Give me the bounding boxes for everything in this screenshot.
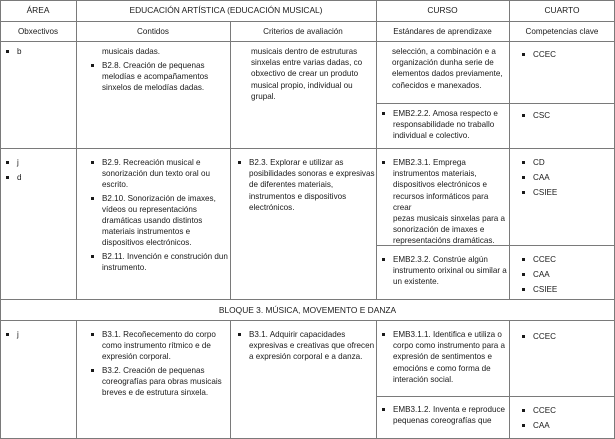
- table-line: [376, 103, 615, 104]
- content-item: B2.8. Creación de pequenas melodías e acompañamentos sinxelos de melodías dadas.: [90, 60, 230, 94]
- block3-standards-b: [381, 404, 509, 428]
- criterion-item: B2.3. Explorar e utilizar as posibilidades sonoras e expresivas de diferentes materiais, instrumentos e dispositivos electrónicos.: [237, 157, 376, 213]
- row1-objectives: [5, 46, 73, 59]
- row1-standards-b: [381, 108, 507, 144]
- standard-item: EMB2.3.1. Emprega instrumentos materiais, dispositivos electrónicos e recursos informáticos para crear pezas musicais sinxelas para a sonorización de imaxes e representacións dramáticas.: [381, 157, 509, 247]
- content-item: B2.9. Recreación musical e sonorización dun texto oral ou escrito.: [90, 157, 230, 191]
- column-header-competences: Competencias clave: [525, 27, 599, 36]
- table-border-top: [0, 0, 615, 1]
- competence-item: CCEC: [521, 49, 611, 60]
- competence-item: CCEC: [521, 331, 611, 342]
- column-header-standards: Estándares de aprendizaxe: [393, 27, 492, 36]
- course-label: CURSO: [427, 5, 458, 15]
- row1-contents: [90, 60, 230, 96]
- table-line: [76, 320, 77, 439]
- standard-item: EMB2.3.2. Constrúe algún instrumento orixinal ou similar a un existente.: [381, 254, 509, 288]
- block3-competences-b: [521, 405, 611, 435]
- table-line: [76, 21, 77, 299]
- row1-criteria-continued: musicais dentro de estruturas sinxelas entre varias dadas, co obxectivo de crear un produto musical propio, individual ou grupal.: [251, 47, 363, 101]
- column-header-contents: Contidos: [137, 27, 169, 36]
- criterion-item: B3.1. Adquirir capacidades expresivas e creativas que ofrecen a expresión corporal e a danza.: [237, 329, 376, 363]
- competence-item: CAA: [521, 172, 611, 183]
- column-header-criteria: Criterios de avaliación: [263, 27, 343, 36]
- row1-contents-continued: musicais dadas.: [102, 47, 161, 56]
- content-item: B3.1. Recoñecemento do corpo como instrumento rítmico e de expresión corporal.: [90, 329, 230, 363]
- block3-criteria: [237, 329, 376, 365]
- objective-item: j: [5, 157, 73, 168]
- table-line: [230, 320, 231, 439]
- table-line: [376, 21, 377, 299]
- row2-competences-b: [521, 254, 611, 300]
- row2-criteria: [237, 157, 376, 215]
- area-label: ÁREA: [26, 5, 50, 15]
- course-value: CUARTO: [544, 5, 580, 15]
- content-item: B2.10. Sonorización de imaxes, vídeos ou representacións dramáticas usando distintos materiais instrumentos e dispositivos electrónicos.: [90, 193, 230, 249]
- competence-item: CAA: [521, 269, 611, 280]
- table-line: [376, 320, 377, 439]
- row1-standard-a-continued: selección, a combinación e a organización dunha serie de elementos dados previamente, coñecidos e manexados.: [392, 47, 503, 90]
- table-line: [376, 396, 615, 397]
- row1-competences-a: [521, 49, 611, 62]
- table-line: [0, 148, 615, 149]
- row2-contents: [90, 157, 230, 275]
- row2-standards-a: [381, 157, 509, 249]
- row1-competences-b: [521, 110, 611, 123]
- standard-item: EMB2.2.2. Amosa respecto e responsabilidade no traballo individual e colectivo.: [381, 108, 507, 142]
- table-line: [509, 21, 510, 299]
- row2-objectives: [5, 157, 73, 187]
- objective-item: d: [5, 172, 73, 183]
- row2-standards-b: [381, 254, 509, 290]
- standard-item: EMB3.1.1. Identifica e utiliza o corpo como instrumento para a expresión de sentimentos e emocións e como forma de interación social.: [381, 329, 509, 385]
- content-item: B3.2. Creación de pequenas coreografías para obras musicais breves e de estrutura sinxela.: [90, 365, 230, 399]
- competence-item: CCEC: [521, 405, 611, 416]
- row2-competences-a: [521, 157, 611, 203]
- objective-item: j: [5, 329, 73, 340]
- block3-contents: [90, 329, 230, 400]
- content-item: B2.11. Invención e construción dun instrumento.: [90, 251, 230, 273]
- block3-competences-a: [521, 331, 611, 344]
- competence-item: CD: [521, 157, 611, 168]
- competence-item: CAA: [521, 420, 611, 431]
- column-header-objectives: Obxectivos: [17, 27, 59, 36]
- table-line: [0, 41, 615, 42]
- competence-item: CSIEE: [521, 187, 611, 198]
- competence-item: CCEC: [521, 254, 611, 265]
- table-line: [509, 320, 510, 439]
- table-line: [0, 320, 615, 321]
- table-line: [230, 21, 231, 299]
- standard-item: EMB3.1.2. Inventa e reproduce pequenas coreografías que: [381, 404, 509, 426]
- table-line: [0, 21, 615, 22]
- block-title: BLOQUE 3. MÚSICA, MOVEMENTO E DANZA: [218, 305, 397, 315]
- table-border-left: [0, 0, 1, 439]
- competence-item: CSIEE: [521, 284, 611, 295]
- block3-standards-a: [381, 329, 509, 387]
- subject-title: EDUCACIÓN ARTÍSTICA (EDUCACIÓN MUSICAL): [129, 5, 323, 15]
- competence-item: CSC: [521, 110, 611, 121]
- objective-item: b: [5, 46, 73, 57]
- block3-objectives: [5, 329, 73, 342]
